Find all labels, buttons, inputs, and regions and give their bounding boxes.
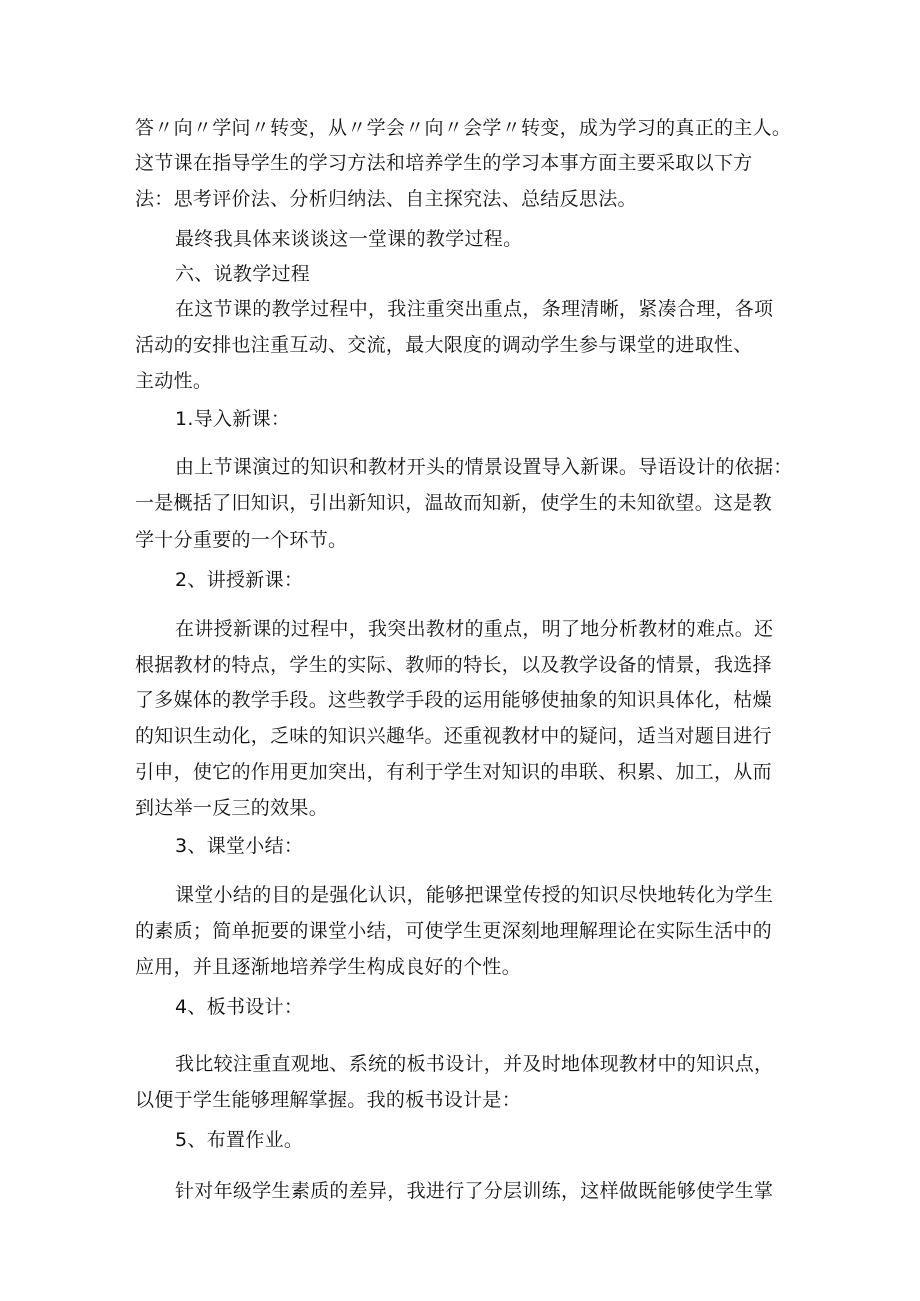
subsection-heading: 2、讲授新课： [175, 569, 304, 591]
text-line: 了多媒体的教学手段。这些教学手段的运用能够使抽象的知识具体化，枯燥 [135, 689, 772, 711]
paragraph-line: 针对年级学生素质的差异，我进行了分层训练，这样做既能够使学生掌 [175, 1180, 774, 1202]
subsection-heading: 1.导入新课： [175, 408, 291, 430]
text-line: 以便于学生能够理解掌握。我的板书设计是： [135, 1089, 522, 1111]
text-line: 法：思考评价法、分析归纳法、自主探究法、总结反思法。 [135, 188, 637, 210]
text-line: 引申，使它的作用更加突出，有利于学生对知识的串联、积累、加工，从而 [135, 761, 772, 783]
subsection-heading: 5、布置作业。 [175, 1129, 304, 1151]
paragraph-line: 由上节课演过的知识和教材开头的情景设置导入新课。导语设计的依据： [175, 456, 793, 478]
text-line: 的素质；简单扼要的课堂小结，可使学生更深刻地理解理论在实际生活中的 [135, 920, 772, 942]
paragraph-line: 在这节课的教学过程中，我注重突出重点，条理清晰，紧凑合理，各项 [175, 298, 774, 320]
subsection-heading: 3、课堂小结： [175, 835, 304, 857]
text-line: 的知识生动化，乏味的知识兴趣华。还重视教材中的疑问，适当对题目进行 [135, 725, 772, 747]
text-line: 主动性。 [135, 370, 213, 392]
text-line: 答〃向〃学问〃转变，从〃学会〃向〃会学〃转变，成为学习的真正的主人。 [135, 117, 792, 139]
paragraph-line: 课堂小结的目的是强化认识，能够把课堂传授的知识尽快地转化为学生 [175, 884, 774, 906]
text-line: 一是概括了旧知识，引出新知识，温故而知新，使学生的未知欲望。这是教 [135, 492, 772, 514]
text-line: 活动的安排也注重互动、交流，最大限度的调动学生参与课堂的进取性、 [135, 334, 753, 356]
paragraph-line: 在讲授新课的过程中，我突出教材的重点，明了地分析教材的难点。还 [175, 618, 774, 640]
text-line: 应用，并且逐渐地培养学生构成良好的个性。 [135, 956, 522, 978]
text-line: 学十分重要的一个环节。 [135, 529, 348, 551]
text-line: 根据教材的特点，学生的实际、教师的特长，以及教学设备的情景，我选择 [135, 654, 772, 676]
text-line: 这节课在指导学生的学习方法和培养学生的学习本事方面主要采取以下方 [135, 152, 753, 174]
subsection-heading: 4、板书设计： [175, 996, 304, 1018]
section-heading: 六、说教学过程 [175, 263, 311, 285]
paragraph-line: 最终我具体来谈谈这一堂课的教学过程。 [175, 228, 523, 250]
paragraph-line: 我比较注重直观地、系统的板书设计，并及时地体现教材中的知识点， [175, 1053, 774, 1075]
text-line: 到达举一反三的效果。 [135, 797, 329, 819]
